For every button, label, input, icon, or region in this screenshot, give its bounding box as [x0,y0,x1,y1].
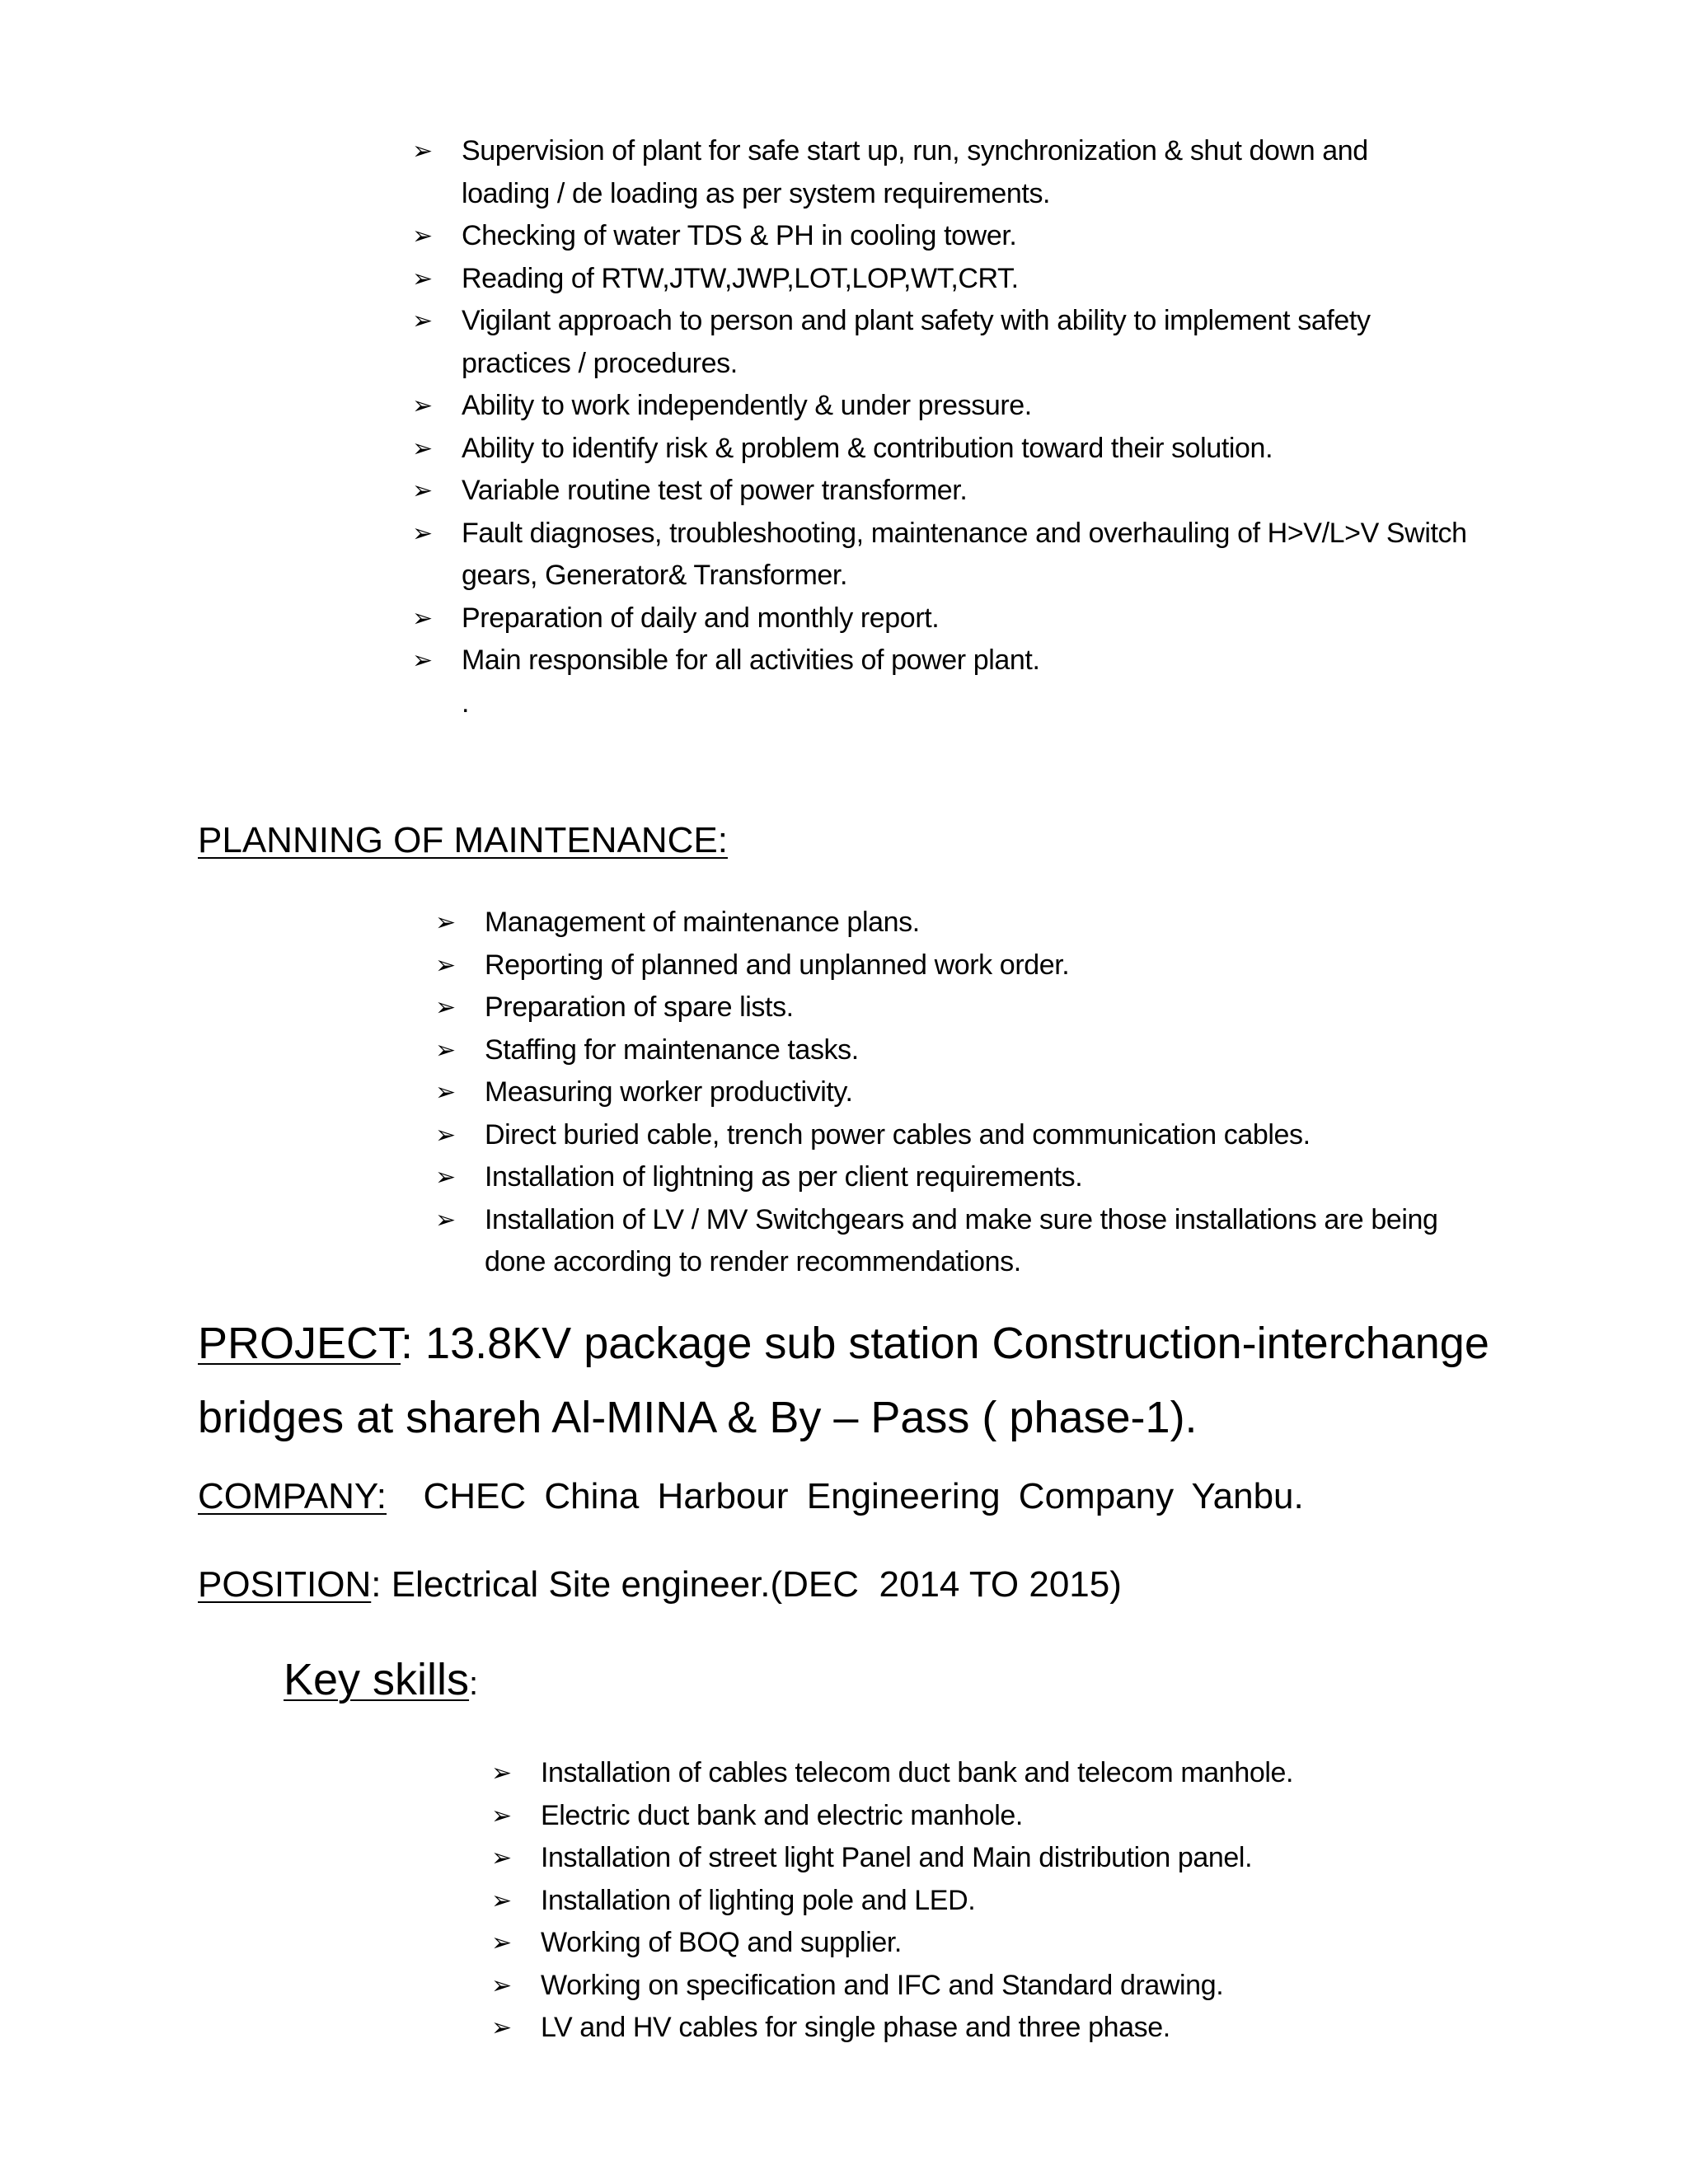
list-item-text: practices / procedures. [462,347,738,379]
arrow-bullet-icon: ➢ [435,1163,456,1192]
list-item [491,1965,1563,2008]
list-item [491,1922,1563,1965]
list-item [412,428,1558,471]
list-item-text: loading / de loading as per system requirements. [462,177,1051,209]
list-item [412,385,1558,428]
trailing-dot: . [462,687,470,719]
list-item [412,598,1558,640]
list-item-text: Main responsible for all activities of power plant. [462,644,1040,676]
list-item-text: Measuring worker productivity. [485,1076,853,1108]
list-item-text: Management of maintenance plans. [485,907,920,938]
project-value: : 13.8KV package sub station Construction-interchange bridges at shareh Al-MINA & By – Pass ( phase-1). [198,1319,1489,1442]
arrow-bullet-icon: ➢ [412,307,433,335]
list-item [491,1795,1563,1838]
arrow-bullet-icon: ➢ [435,993,456,1022]
list-item-text: Direct buried cable, trench power cables and communication cables. [485,1118,1311,1151]
arrow-bullet-icon: ➢ [435,1120,456,1150]
key-skills-colon: : [469,1666,479,1702]
list-item-text: Vigilant approach to person and plant safety with ability to implement safety [462,305,1371,336]
list-item-text: Reading of RTW,JTW,JWP,LOT,LOP,WT,CRT. [462,262,1019,294]
list-item [435,1029,1573,1072]
arrow-bullet-icon: ➢ [412,518,433,548]
list-item-text: Supervision of plant for safe start up, run, synchronization & shut down and [462,135,1368,166]
arrow-bullet-icon: ➢ [412,391,433,420]
list-item-text: Working on specification and IFC and Standard drawing. [541,1969,1224,2001]
list-item-text: Fault diagnoses, troubleshooting, maintenance and overhauling of H>V/L>V Switch [462,517,1467,549]
arrow-bullet-icon: ➢ [412,264,433,293]
planning-heading: PLANNING OF MAINTENANCE: [198,820,728,860]
company-label: COMPANY: [198,1476,387,1516]
list-item-text: Ability to identify risk & problem & contribution toward their solution. [462,432,1273,464]
position-label: POSITION [198,1564,372,1605]
key-skills-list [491,1752,1563,2050]
company-value: CHEC China Harbour Engineering Company Yanbu. [387,1476,1304,1516]
arrow-bullet-icon: ➢ [435,1078,456,1107]
list-item-text: Ability to work independently & under pressure. [462,390,1032,421]
arrow-bullet-icon: ➢ [435,1205,456,1235]
list-item [491,1880,1563,1923]
list-item [491,2007,1563,2050]
duties-list [412,130,1558,682]
list-item [491,1752,1563,1795]
list-item [491,1837,1563,1880]
list-item [412,258,1558,301]
arrow-bullet-icon: ➢ [491,1971,512,2000]
list-item-text: done according to render recommendations. [485,1246,1021,1277]
arrow-bullet-icon: ➢ [435,1035,456,1065]
planning-list [435,902,1573,1284]
arrow-bullet-icon: ➢ [412,222,433,251]
list-item [435,944,1573,987]
arrow-bullet-icon: ➢ [491,1929,512,1957]
arrow-bullet-icon: ➢ [412,137,433,166]
list-item [435,1071,1573,1114]
list-item [435,1114,1573,1157]
list-item-text: Staffing for maintenance tasks. [485,1033,859,1066]
list-item [435,1156,1573,1199]
list-item [435,902,1573,944]
list-item-text: Installation of lightning as per client requirements. [485,1161,1083,1193]
arrow-bullet-icon: ➢ [412,476,433,505]
position-line [198,1560,1122,1610]
arrow-bullet-icon: ➢ [435,908,456,937]
list-item [412,513,1558,598]
list-item-text: Checking of water TDS & PH in cooling tower. [462,220,1017,251]
arrow-bullet-icon: ➢ [491,1844,512,1872]
list-item [412,470,1558,513]
list-item-text: Installation of lighting pole and LED. [541,1884,976,1916]
list-item [412,215,1558,258]
arrow-bullet-icon: ➢ [491,1886,512,1915]
list-item-text: LV and HV cables for single phase and three phase. [541,2012,1170,2043]
position-value: : Electrical Site engineer.(DEC 2014 TO 2015) [371,1564,1122,1605]
list-item-text: Reporting of planned and unplanned work order. [485,949,1070,981]
list-item [412,130,1558,215]
arrow-bullet-icon: ➢ [491,1801,512,1830]
arrow-bullet-icon: ➢ [412,603,433,633]
list-item-text: Working of BOQ and supplier. [541,1927,902,1958]
company-line [198,1472,1304,1521]
list-item-text: Preparation of daily and monthly report. [462,602,940,634]
list-item-text: Electric duct bank and electric manhole. [541,1799,1023,1831]
arrow-bullet-icon: ➢ [412,434,433,463]
key-skills-label: Key skills [284,1655,470,1704]
list-item [435,987,1573,1029]
project-line [198,1306,1558,1455]
arrow-bullet-icon: ➢ [491,2013,512,2042]
list-item-text: Variable routine test of power transformer. [462,475,968,506]
arrow-bullet-icon: ➢ [435,950,456,980]
list-item-text: Preparation of spare lists. [485,991,794,1023]
list-item-text: Installation of cables telecom duct bank and telecom manhole. [541,1757,1294,1788]
project-label: PROJECT [198,1319,401,1368]
list-item-text: Installation of street light Panel and Main distribution panel. [541,1842,1253,1873]
list-item [412,300,1558,385]
arrow-bullet-icon: ➢ [412,646,433,675]
key-skills-heading [284,1651,478,1713]
arrow-bullet-icon: ➢ [491,1759,512,1788]
list-item [435,1199,1573,1284]
list-item-text: Installation of LV / MV Switchgears and make sure those installations are being [485,1203,1438,1235]
list-item-text: gears, Generator& Transformer. [462,560,847,591]
list-item [412,640,1558,682]
